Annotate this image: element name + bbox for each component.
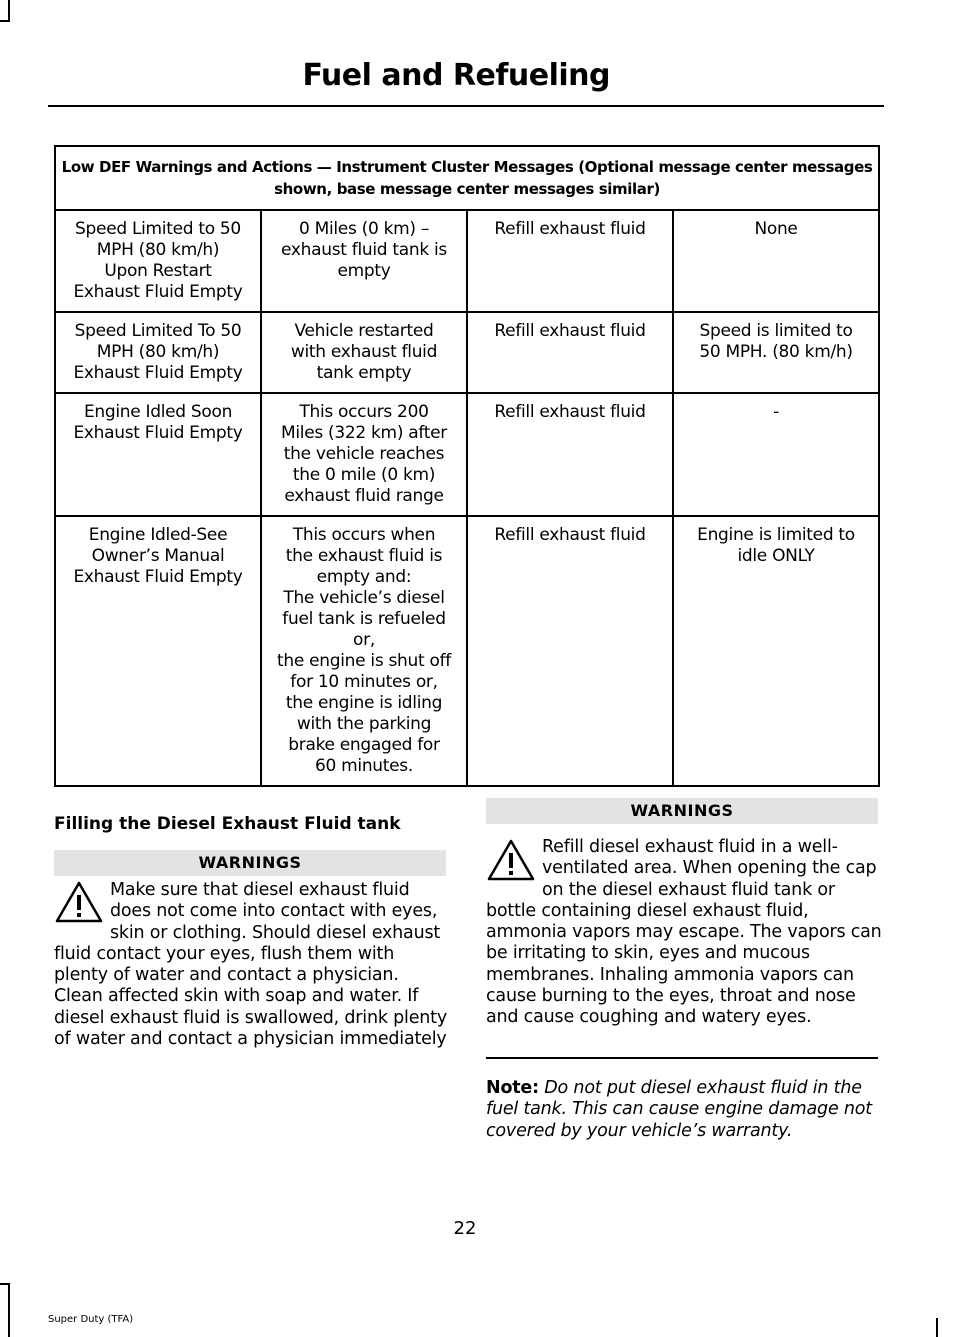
table-row bbox=[55, 393, 879, 516]
warning-text-left: Make sure that diesel exhaust fluid does not come into contact with eyes, skin or clothing. Should diesel exhaust fluid contact your eyes, flush them with plenty of water and contact a physician. Clean affected skin with soap and water. If diesel exhaust fluid is swallowed, drink plenty of water and contact a physician immediately bbox=[54, 880, 447, 1050]
warning-text-right: Refill diesel exhaust fluid in a well-ventilated area. When opening the cap on the diesel exhaust fluid tank or bottle containing diesel exhaust fluid, ammonia vapors may escape. The vapors can be irritating to skin, eyes and mucous membranes. Inhaling ammonia vapors can cause burning to the eyes, throat and nose and cause coughing and watery eyes. bbox=[486, 837, 882, 1028]
section-heading: Filling the Diesel Exhaust Fluid tank bbox=[54, 814, 401, 834]
warnings-bar-right: WARNINGS bbox=[486, 798, 878, 824]
crop-mark-bottom-left-v bbox=[8, 1283, 10, 1337]
action-cell: Refill exhaust fluid bbox=[467, 210, 673, 312]
message-cell: Engine Idled-See Owner’s Manual Exhaust Fluid Empty bbox=[55, 516, 261, 786]
result-cell: None bbox=[673, 210, 879, 312]
condition-cell: This occurs 200 Miles (322 km) after the vehicle reaches the 0 mile (0 km) exhaust fluid range bbox=[261, 393, 467, 516]
table-row bbox=[55, 312, 879, 393]
warnings-bar-left: WARNINGS bbox=[54, 850, 446, 876]
header-rule bbox=[48, 105, 884, 107]
crop-mark-top-left-v bbox=[8, 0, 10, 22]
condition-cell: This occurs when the exhaust fluid is empty and: The vehicle’s diesel fuel tank is refueled or, the engine is shut off for 10 minutes or, the engine is idling with the parking brake engaged for 60 minutes. bbox=[261, 516, 467, 786]
note-paragraph bbox=[486, 1078, 880, 1142]
note-label: Note: bbox=[486, 1078, 539, 1098]
message-cell: Engine Idled Soon Exhaust Fluid Empty bbox=[55, 393, 261, 516]
page-title: Fuel and Refueling bbox=[302, 58, 610, 93]
table-caption: Low DEF Warnings and Actions — Instrument Cluster Messages (Optional message center messages shown, base message center messages similar) bbox=[55, 146, 879, 210]
action-cell: Refill exhaust fluid bbox=[467, 393, 673, 516]
message-cell: Speed Limited To 50 MPH (80 km/h) Exhaust Fluid Empty bbox=[55, 312, 261, 393]
condition-cell: Vehicle restarted with exhaust fluid tank empty bbox=[261, 312, 467, 393]
warnings-end-rule bbox=[486, 1057, 878, 1059]
table-row bbox=[55, 210, 879, 312]
crop-mark-top-left-h bbox=[0, 20, 10, 22]
footer-model: Super Duty (TFA) bbox=[48, 1314, 134, 1325]
action-cell: Refill exhaust fluid bbox=[467, 516, 673, 786]
page-number: 22 bbox=[453, 1218, 477, 1239]
crop-mark-bottom-right-v bbox=[936, 1318, 938, 1337]
result-cell: - bbox=[673, 393, 879, 516]
condition-cell: 0 Miles (0 km) – exhaust fluid tank is empty bbox=[261, 210, 467, 312]
note-text: Do not put diesel exhaust fluid in the fuel tank. This can cause engine damage not covered by your vehicle’s warranty. bbox=[486, 1078, 872, 1141]
crop-mark-bottom-left-h bbox=[0, 1283, 10, 1285]
action-cell: Refill exhaust fluid bbox=[467, 312, 673, 393]
def-warnings-table bbox=[54, 145, 880, 787]
result-cell: Engine is limited to idle ONLY bbox=[673, 516, 879, 786]
result-cell: Speed is limited to 50 MPH. (80 km/h) bbox=[673, 312, 879, 393]
table-row bbox=[55, 516, 879, 786]
message-cell: Speed Limited to 50 MPH (80 km/h) Upon Restart Exhaust Fluid Empty bbox=[55, 210, 261, 312]
